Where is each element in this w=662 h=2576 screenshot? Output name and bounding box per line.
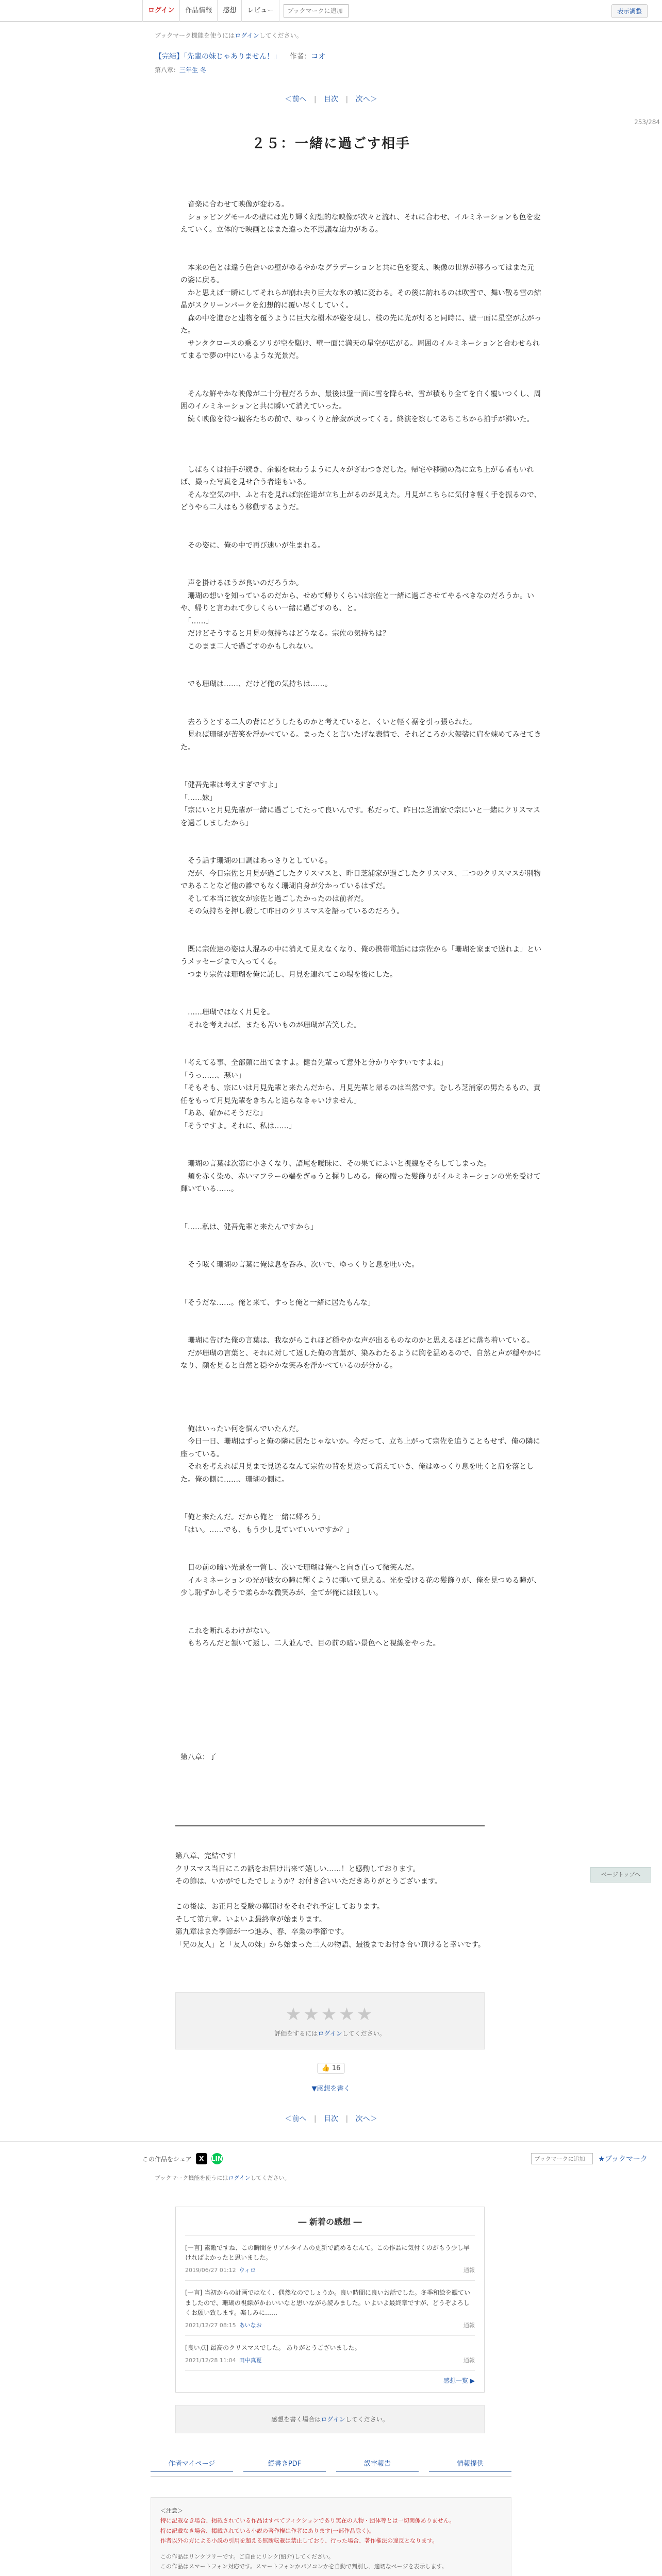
novel-paragraph bbox=[180, 1650, 541, 1663]
novel-paragraph bbox=[180, 1713, 541, 1726]
caution-heading: ＜注意＞ bbox=[160, 2507, 183, 2515]
novel-paragraph bbox=[180, 527, 541, 539]
novel-paragraph bbox=[180, 1145, 541, 1158]
footer-link-row bbox=[151, 2458, 511, 2477]
novel-paragraph bbox=[180, 1246, 541, 1259]
impression-date: 2021/12/28 11:04 bbox=[185, 2357, 236, 2364]
notice-text: ブックマーク機能を使うには bbox=[155, 32, 235, 39]
novel-paragraph: 「はい。……でも、もう少し見ていていいですか？」 bbox=[180, 1526, 354, 1534]
novel-paragraph: 音楽に合わせて映像が変わる。 bbox=[180, 200, 289, 209]
caution-red-line: 特に記載なき場合、掲載されている小説の著作権は作者にあります(一部作品除く)。 bbox=[160, 2527, 375, 2534]
novel-paragraph bbox=[180, 1284, 541, 1297]
novel-paragraph: 「そうですよ。それに、私は……」 bbox=[180, 1122, 296, 1130]
novel-paragraph bbox=[180, 1688, 541, 1701]
novel-paragraph bbox=[180, 1309, 541, 1322]
caution-red-line: 作者以外の方による小説の引用を超える無断転載は禁止しており、行った場合、著作権法の違反となります。 bbox=[160, 2537, 438, 2544]
novel-paragraph: 第八章：了 bbox=[180, 1753, 217, 1761]
like-count: 16 bbox=[332, 2064, 341, 2072]
novel-paragraph: 声を掛けるほうが良いのだろうか。 bbox=[180, 579, 303, 587]
bookmark-controls bbox=[531, 2153, 648, 2164]
novel-paragraph bbox=[180, 842, 541, 855]
novel-paragraph: だけどそうすると月見の気持ちはどうなる。宗佐の気持ちは？ bbox=[180, 630, 390, 638]
nav-impressions[interactable]: 感想 bbox=[218, 0, 242, 22]
novel-paragraph: 「そうだな……。俺と来て、すっと俺と一緒に居たもんな」 bbox=[180, 1298, 375, 1307]
afterword-paragraph: この後は、お正月と受験の幕開けをそれぞれ予定しております。 bbox=[175, 1903, 384, 1911]
novel-paragraph bbox=[180, 767, 541, 779]
novel-paragraph: 森の中を進むと建物を覆うように巨大な樹木が姿を現し、枝の先に光が灯ると同時に、壁一面に星空が広がった。 bbox=[180, 314, 541, 335]
novel-paragraph: 「……」 bbox=[180, 617, 213, 625]
novel-paragraph bbox=[180, 363, 541, 376]
index-link-bottom[interactable]: 目次 bbox=[324, 2115, 338, 2123]
login-link[interactable]: ログイン bbox=[235, 32, 259, 39]
novel-paragraph: 頬を赤く染め、赤いマフラーの端をぎゅうと握りしめる。俺の贈った髪飾りがイルミネーションの光を受けて輝いている……。 bbox=[180, 1172, 541, 1193]
bookmark-login-notice-bottom bbox=[155, 2174, 662, 2182]
novel-paragraph: これを断れるわけがない。 bbox=[180, 1626, 274, 1635]
x-share-icon[interactable]: X bbox=[196, 2153, 207, 2164]
share-label: この作品をシェア bbox=[142, 2155, 192, 2163]
chapter-title: ２５：一緒に過ごす相手 bbox=[251, 136, 410, 151]
impression-item bbox=[185, 2281, 475, 2336]
rating-box bbox=[175, 1992, 485, 2049]
footer-area bbox=[0, 2141, 662, 2576]
impressions-heading: ― 新着の感想 ― bbox=[185, 2215, 475, 2236]
novel-paragraph bbox=[180, 514, 541, 527]
afterword-divider bbox=[175, 1825, 485, 1826]
novel-paragraph: 目の前の暗い光景を一瞥し、次いで珊瑚は俺へと向き直って微笑んだ。 bbox=[180, 1564, 419, 1572]
novel-paragraph bbox=[180, 249, 541, 262]
caution-gray-line: この作品はスマートフォン対応です。スマートフォンかパソコンかを自動で判別し、適切なページを表示します。 bbox=[160, 2563, 448, 2570]
chapter-breadcrumb bbox=[155, 65, 662, 74]
novel-paragraph bbox=[180, 236, 541, 249]
novel-paragraph bbox=[180, 1410, 541, 1423]
page-top-button[interactable]: ページトップへ bbox=[590, 1867, 651, 1883]
impression-author-link[interactable]: ウィロ bbox=[239, 2267, 256, 2274]
novel-paragraph bbox=[180, 1600, 541, 1613]
novel-paragraph bbox=[180, 1726, 541, 1739]
rating-note-text: してください。 bbox=[342, 2030, 386, 2037]
novel-paragraph: だが珊瑚の言葉と、それに対して返した俺の言葉が、染みわたるように胸を温めるので、自然と声が穏やかになり、顔を見ると自然と穏やかな笑みを浮かべているのが分かる。 bbox=[180, 1349, 541, 1370]
novel-paragraph bbox=[180, 981, 541, 994]
novel-paragraph: 珊瑚の想いを知っているのだから、せめて帰りくらいは宗佐と一緒に過ごさせてやるべきなのだろうか。いや、帰りと言われて少しくらい一緒に過ごすのも、と。 bbox=[180, 591, 534, 613]
afterword-paragraph: 「兄の友人」と「友人の妹」から始まった二人の物語、最後までお付き合い頂けると幸いです。 bbox=[175, 1940, 485, 1949]
like-row bbox=[0, 2063, 662, 2074]
novel-paragraph bbox=[180, 918, 541, 931]
author-mypage-link[interactable]: 作者マイページ bbox=[151, 2458, 233, 2472]
novel-paragraph bbox=[180, 1499, 541, 1512]
novel-paragraph: 見れば珊瑚が苦笑を浮かべている。まったくと言いたげな表情で、それどころか大袈裟に肩を竦めてみせてきた。 bbox=[180, 731, 541, 752]
author-label: 作者： bbox=[289, 53, 311, 61]
novel-paragraph: サンタクロースの乗るソリが空を駆け、壁一面に満天の星空が広がる。周囲のイルミネーションと合わせられてまるで夢の中にいるような光景だ。 bbox=[180, 339, 540, 360]
novel-body bbox=[180, 198, 541, 1764]
afterword-paragraph: 第九章はまた季節が一つ進み、春、卒業の季節です。 bbox=[175, 1928, 349, 1936]
novel-paragraph bbox=[180, 1701, 541, 1714]
afterword-paragraph bbox=[175, 1888, 536, 1901]
novel-paragraph: 「考えてる事、全部顔に出てますよ。健吾先輩って意外と分かりやすいですよね」 bbox=[180, 1059, 448, 1067]
novel-paragraph bbox=[180, 1663, 541, 1675]
chapter-link[interactable]: 三年生 冬 bbox=[179, 66, 206, 74]
afterword-paragraph: そして第九章。いよいよ最終章が始まります。 bbox=[175, 1915, 326, 1924]
novel-paragraph: 「そもそも、宗にいは月見先輩と来たんだから、月見先輩と帰るのは当然です。むしろ芝浦家の男たるもの、責任をもって月見先輩をきちんと送らなきゃいけません」 bbox=[180, 1084, 541, 1105]
novel-paragraph bbox=[180, 1044, 541, 1057]
novel-paragraph bbox=[180, 666, 541, 679]
novel-paragraph: 既に宗佐達の姿は人混みの中に消えて見えなくなり、俺の携帯電話には宗佐から「珊瑚を家まで送れよ」というメッセージまで入ってくる。 bbox=[180, 945, 541, 966]
novel-paragraph: そう話す珊瑚の口調はあっさりとしている。 bbox=[180, 857, 332, 865]
impression-author-link[interactable]: 田中真夏 bbox=[239, 2357, 262, 2364]
rating-login-link[interactable]: ログイン bbox=[318, 2030, 342, 2037]
login-box-text: してください。 bbox=[345, 2416, 389, 2424]
impression-item bbox=[185, 2336, 475, 2371]
novel-paragraph: 「……妹」 bbox=[180, 793, 217, 802]
report-link[interactable]: 通報 bbox=[464, 2357, 475, 2364]
novel-paragraph bbox=[180, 375, 541, 388]
novel-paragraph: それを考えれば、またも苦いものが珊瑚が苦笑した。 bbox=[180, 1021, 361, 1029]
novel-paragraph: ショッピングモールの壁には光り輝く幻想的な映像が次々と流れ、それに合わせ、イルミネーションも色を変えていく。立体的で映画とはまた違った不思議な迫力がある。 bbox=[180, 213, 541, 234]
impressions-list-link[interactable]: 感想一覧 ▶ bbox=[443, 2377, 475, 2385]
novel-paragraph: そう呟く珊瑚の言葉に俺は息を呑み、次いで、ゆっくりと息を吐いた。 bbox=[180, 1261, 419, 1269]
author-link[interactable]: コオ bbox=[311, 53, 326, 61]
novel-paragraph bbox=[180, 754, 541, 767]
impression-login-link[interactable]: ログイン bbox=[321, 2416, 345, 2424]
novel-paragraph: それを考えれば月見まで見送るなんて宗佐の背を見送って消えていき、俺はゆっくり息を吐くと肩を落とした。俺の側に……、珊瑚の側に。 bbox=[180, 1463, 534, 1484]
caution-gray-line: この作品はリンクフリーです。ご自由にリンク(紹介)してください。 bbox=[160, 2553, 334, 2561]
novel-paragraph: 「うっ……、悪い」 bbox=[180, 1071, 245, 1080]
impression-item bbox=[185, 2236, 475, 2281]
series-title-link[interactable]: 【完結】「先輩の妹じゃありません！」 bbox=[155, 53, 281, 61]
novel-paragraph bbox=[180, 930, 541, 943]
prev-page-link[interactable]: ＜前へ bbox=[285, 95, 307, 104]
afterword-paragraph: クリスマス当日にこの話をお届け出来て嬉しい……！と感動しております。 bbox=[175, 1865, 420, 1873]
novel-paragraph: そんな空気の中、ふと右を見れば宗佐達が立ち上がるのが見えた。月見がこちらに気付き軽く手を振るので、どうやら二人はもう移動するようだ。 bbox=[180, 490, 541, 512]
work-info bbox=[155, 51, 662, 74]
novel-paragraph: 去ろうとする二人の背にどうしたものかと考えていると、くいと軽く裾を引っ張られた。 bbox=[180, 718, 476, 726]
impression-date: 2019/06/27 01:12 bbox=[185, 2267, 236, 2274]
impression-date: 2021/12/27 08:15 bbox=[185, 2321, 236, 2329]
novel-paragraph: このまま二人で過ごすのかもしれない。 bbox=[180, 642, 318, 651]
caution-red-line: 特に記載なき場合、掲載されている作品はすべてフィクションであり実在の人物・団体等とは一切関係ありません。 bbox=[160, 2517, 455, 2524]
rating-stars[interactable]: ★★★★★ bbox=[285, 2004, 375, 2025]
novel-paragraph: イルミネーションの光が彼女の瞳に輝くように弾いて見える。光を受ける花の髪飾りが、俺を見つめる瞳が、少し恥ずかしそうで柔らかな微笑みが、全てが俺には眩しい。 bbox=[180, 1576, 541, 1597]
next-page-link-bottom[interactable]: 次へ＞ bbox=[355, 2115, 377, 2123]
caution-box bbox=[151, 2497, 511, 2576]
novel-paragraph: でも珊瑚は……、だけど俺の気持ちは……。 bbox=[180, 680, 332, 688]
rating-note bbox=[176, 2029, 484, 2038]
novel-paragraph bbox=[180, 1612, 541, 1625]
notice-text: してください。 bbox=[250, 2175, 290, 2181]
impression-meta bbox=[185, 2266, 475, 2274]
page-counter: 253/284 bbox=[634, 118, 660, 126]
typo-report-link[interactable]: 誤字報告 bbox=[336, 2458, 419, 2472]
novel-paragraph: 「健吾先輩は考えすぎですよ」 bbox=[180, 781, 282, 789]
impression-text: [一言] 当初からの計画ではなく、偶然なのでしょうか。良い時間に良いお話でした。冬季和絵を観ていましたので、珊瑚の視線がかわいいなと思いながら読みました。いよいよ最終章ですが、どうぞよろしくお願い致します。楽しみに…… bbox=[185, 2289, 470, 2316]
novel-paragraph: ……珊瑚ではなく月見を。 bbox=[180, 1008, 274, 1016]
novel-paragraph: そして本当に彼女が宗佐と過ごしたかったのは前者だ。 bbox=[180, 894, 368, 903]
report-link[interactable]: 通報 bbox=[464, 2267, 475, 2274]
novel-paragraph: 珊瑚に告げた俺の言葉は、我ながらこれほど穏やかな声が出るものなのかと思えるほどに落ち着いている。 bbox=[180, 1336, 534, 1345]
novel-paragraph: 「……私は、健吾先輩と来たんですから」 bbox=[180, 1223, 318, 1231]
prev-page-link-bottom[interactable]: ＜前へ bbox=[285, 2115, 307, 2123]
rating-note-text: 評価をするには bbox=[274, 2030, 318, 2037]
write-review-link[interactable]: ▼感想を書く bbox=[311, 2085, 351, 2093]
novel-paragraph: かと思えば一瞬にしてそれらが崩れ去り巨大な氷の城に変わる。その後に訪れるのは吹雪で、舞い散る雪の結晶がスクリーンパークを幻想的に覆い尽くしていく。 bbox=[180, 289, 541, 310]
notice-text: ブックマーク機能を使うには bbox=[155, 2175, 228, 2181]
novel-paragraph bbox=[180, 565, 541, 578]
novel-paragraph bbox=[180, 1208, 541, 1221]
impression-text: [良い点] 最高のクリスマスでした。 ありがとうございました。 bbox=[185, 2344, 361, 2351]
novel-paragraph bbox=[180, 438, 541, 451]
novel-paragraph: しばらくは拍手が続き、余韻を味わうように人々がざわつきだした。帰宅や移動の為に立ち上がる者もいれば、撮った写真を見せ合う者達もいる。 bbox=[180, 465, 534, 486]
novel-paragraph bbox=[180, 703, 541, 716]
novel-paragraph: だが、今日宗佐と月見が過ごしたクリスマスと、昨日芝浦家が過ごしたクリスマス、二つのクリスマスが別物であることなど他の誰でもなく珊瑚自身が分かっているはずだ。 bbox=[180, 869, 541, 890]
novel-paragraph bbox=[180, 552, 541, 565]
bookmark-add-field-bottom[interactable] bbox=[531, 2153, 593, 2164]
login-box-text: 感想を書く場合は bbox=[271, 2416, 321, 2424]
like-button[interactable] bbox=[317, 2063, 345, 2074]
novel-paragraph: その姿に、俺の中で再び迷いが生まれる。 bbox=[180, 541, 325, 550]
novel-paragraph bbox=[180, 691, 541, 704]
impression-meta bbox=[185, 2321, 475, 2329]
novel-paragraph bbox=[180, 1132, 541, 1145]
vertical-pdf-link[interactable]: 縦書きPDF bbox=[243, 2458, 326, 2472]
novel-paragraph: もちろんだと頷いて返し、二人並んで、目の前の暗い景色へと視線をやった。 bbox=[180, 1639, 440, 1648]
recent-impressions bbox=[175, 2207, 485, 2393]
novel-paragraph bbox=[180, 1196, 541, 1209]
report-link[interactable]: 通報 bbox=[464, 2321, 475, 2329]
impression-author-link[interactable]: あいなお bbox=[239, 2321, 262, 2329]
bookmark-link[interactable]: ★ブックマーク bbox=[598, 2155, 648, 2163]
nav-reviews[interactable]: レビュー bbox=[242, 0, 279, 22]
info-provide-link[interactable]: 情報提供 bbox=[429, 2458, 511, 2472]
chapter-label: 第八章： bbox=[155, 66, 180, 74]
impression-meta bbox=[185, 2356, 475, 2364]
novel-paragraph bbox=[180, 1233, 541, 1246]
novel-paragraph: 俺はいったい何を悩んでいたんだ。 bbox=[180, 1425, 303, 1433]
afterword bbox=[175, 1850, 536, 1951]
novel-paragraph bbox=[180, 1738, 541, 1751]
line-share-icon[interactable]: LINE bbox=[211, 2153, 223, 2164]
pager-bottom: ＜前へ | 目次 | 次へ＞ bbox=[285, 2115, 377, 2123]
novel-paragraph: 今日一日、珊瑚はずっと俺の隣に居たじゃないか。今だって、立ち上がって宗佐を追うこともせず、俺の隣に座っている。 bbox=[180, 1437, 540, 1459]
notice-text: してください。 bbox=[259, 32, 303, 39]
novel-paragraph bbox=[180, 829, 541, 842]
novel-paragraph: 「俺と来たんだ。だから俺と一緒に帰ろう」 bbox=[180, 1513, 325, 1521]
top-navigation bbox=[0, 0, 662, 22]
novel-paragraph: 珊瑚の言葉は次第に小さくなり、語尾を曖昧に、その果てにふいと視線をそらしてしまった。 bbox=[180, 1160, 491, 1168]
next-page-link[interactable]: 次へ＞ bbox=[355, 95, 377, 104]
novel-paragraph bbox=[180, 1549, 541, 1562]
novel-paragraph bbox=[180, 1536, 541, 1549]
pager-top: ＜前へ | 目次 | 次へ＞ bbox=[285, 95, 377, 104]
novel-paragraph bbox=[180, 426, 541, 438]
novel-paragraph bbox=[180, 1398, 541, 1411]
afterword-paragraph: その節は、いかがでしたでしょうか？お付き合いいただきありがとうございます。 bbox=[175, 1877, 442, 1886]
index-link[interactable]: 目次 bbox=[324, 95, 338, 104]
novel-paragraph bbox=[180, 994, 541, 1007]
novel-paragraph: その気持ちを押し殺して昨日のクリスマスを語っているのだろう。 bbox=[180, 907, 404, 916]
novel-paragraph bbox=[180, 1031, 541, 1044]
novel-paragraph bbox=[180, 1272, 541, 1284]
impression-login-box bbox=[175, 2405, 485, 2433]
novel-paragraph bbox=[180, 451, 541, 464]
novel-paragraph: 本来の色とは違う色合いの壁がゆるやかなグラデーションと共に色を変え、映像の世界が移ろってはまた元の姿に戻る。 bbox=[180, 263, 535, 284]
display-settings-button[interactable]: 表示調整 bbox=[611, 4, 648, 18]
share-row bbox=[142, 2153, 648, 2164]
nav-work-info[interactable]: 作品情報 bbox=[180, 0, 218, 22]
nav-login[interactable]: ログイン bbox=[142, 0, 180, 22]
novel-paragraph bbox=[180, 1486, 541, 1499]
novel-paragraph bbox=[180, 1385, 541, 1398]
novel-paragraph bbox=[180, 1372, 541, 1385]
thumbs-up-icon: 👍 bbox=[321, 2064, 330, 2072]
novel-paragraph: 「宗にいと月見先輩が一緒に過ごしてたって良いんです。私だって、昨日は芝浦家で宗にいと一緒にクリスマスを過ごしましたから」 bbox=[180, 806, 541, 827]
novel-paragraph: つまり宗佐は珊瑚を俺に託し、月見を連れてこの場を後にした。 bbox=[180, 970, 397, 979]
novel-paragraph: そんな鮮やかな映像が二十分程だろうか、最後は壁一面に雪を降らせ、雪が積もり全てを白く覆いつくし、周囲のイルミネーションと共に瞬いて消えていった。 bbox=[180, 389, 541, 411]
novel-paragraph bbox=[180, 1675, 541, 1688]
bookmark-login-notice bbox=[155, 31, 660, 40]
afterword-paragraph: 第八章、完結です！ bbox=[175, 1852, 240, 1860]
bookmark-add-field[interactable] bbox=[284, 4, 349, 18]
impression-text: [一言] 素敵ですね、この瞬間をリアルタイムの更新で読めるなんて。この作品に気付くのがもう少し早ければよかったと思いました。 bbox=[185, 2244, 470, 2262]
novel-paragraph bbox=[180, 653, 541, 666]
novel-paragraph: 「ああ、確かにそうだな」 bbox=[180, 1109, 267, 1117]
login-link-bottom[interactable]: ログイン bbox=[228, 2175, 251, 2181]
novel-paragraph: 続く映像を待つ観客たちの前で、ゆっくりと静寂が戻ってくる。終演を察してあちこちから拍手が沸いた。 bbox=[180, 415, 534, 423]
novel-paragraph bbox=[180, 1322, 541, 1335]
